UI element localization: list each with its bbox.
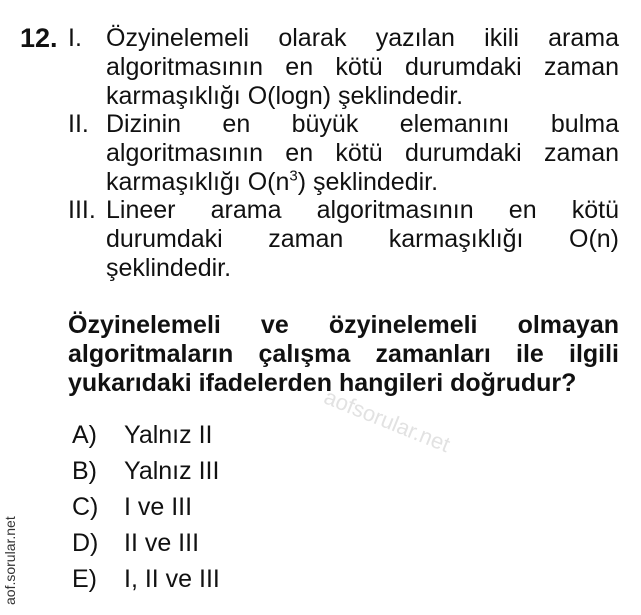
statement-1-line-2: algoritmasının en kötü durumdaki zaman [106, 53, 619, 81]
question-line-1: Özyinelemeli ve özyinelemeli olmayan [68, 311, 619, 339]
choice-a-letter: A) [72, 421, 97, 449]
watermark-center: aofsorular.net [320, 384, 454, 458]
statement-1-roman: I. [68, 24, 82, 52]
choice-e-letter: E) [72, 565, 97, 593]
statement-1-line-1: Özyinelemeli olarak yazılan ikili arama [106, 24, 619, 52]
question-line-2: algoritmaların çalışma zamanları ile ilgili [68, 340, 619, 368]
question-stem [68, 311, 619, 398]
choice-e-text: I, II ve III [124, 565, 220, 593]
statement-2-roman: II. [68, 110, 89, 138]
statement-2-line-3-pre: karmaşıklığı O(n [106, 168, 290, 196]
statement-3-line-2: durumdaki zaman karmaşıklığı O(n) [106, 225, 619, 253]
choice-e[interactable] [72, 565, 220, 594]
choice-c-letter: C) [72, 493, 99, 521]
statement-2-line-1: Dizinin en büyük elemanını bulma [106, 110, 619, 138]
choice-b-text: Yalnız III [124, 457, 220, 485]
choice-d-text: II ve III [124, 529, 200, 557]
question-line-3: yukarıdaki ifadelerden hangileri doğrudur? [68, 369, 577, 397]
question-number: 12. [20, 23, 58, 53]
choice-b-letter: B) [72, 457, 97, 485]
choice-c[interactable] [72, 493, 192, 522]
statement-2-line-3-post: ) şeklindedir. [297, 168, 439, 196]
statement-3-line-1: Lineer arama algoritmasının en kötü [106, 196, 619, 224]
choice-a[interactable] [72, 421, 212, 450]
statement-2-line-3 [106, 168, 619, 197]
choice-b[interactable] [72, 457, 219, 486]
statement-1 [68, 24, 619, 111]
choice-a-text: Yalnız II [124, 421, 213, 449]
choice-d-letter: D) [72, 529, 99, 557]
choice-d[interactable] [72, 529, 199, 558]
statement-1-line-3: karmaşıklığı O(logn) şeklindedir. [106, 82, 464, 110]
statement-2 [68, 110, 619, 197]
statement-3-line-3: şeklindedir. [106, 254, 232, 282]
statement-2-superscript: 3 [289, 167, 298, 185]
watermark-side: aof.sorular.net [2, 516, 18, 605]
choice-c-text: I ve III [124, 493, 193, 521]
statement-3-roman: III. [68, 196, 96, 224]
statement-3 [68, 196, 619, 283]
statement-2-line-2: algoritmasının en kötü durumdaki zaman [106, 139, 619, 167]
